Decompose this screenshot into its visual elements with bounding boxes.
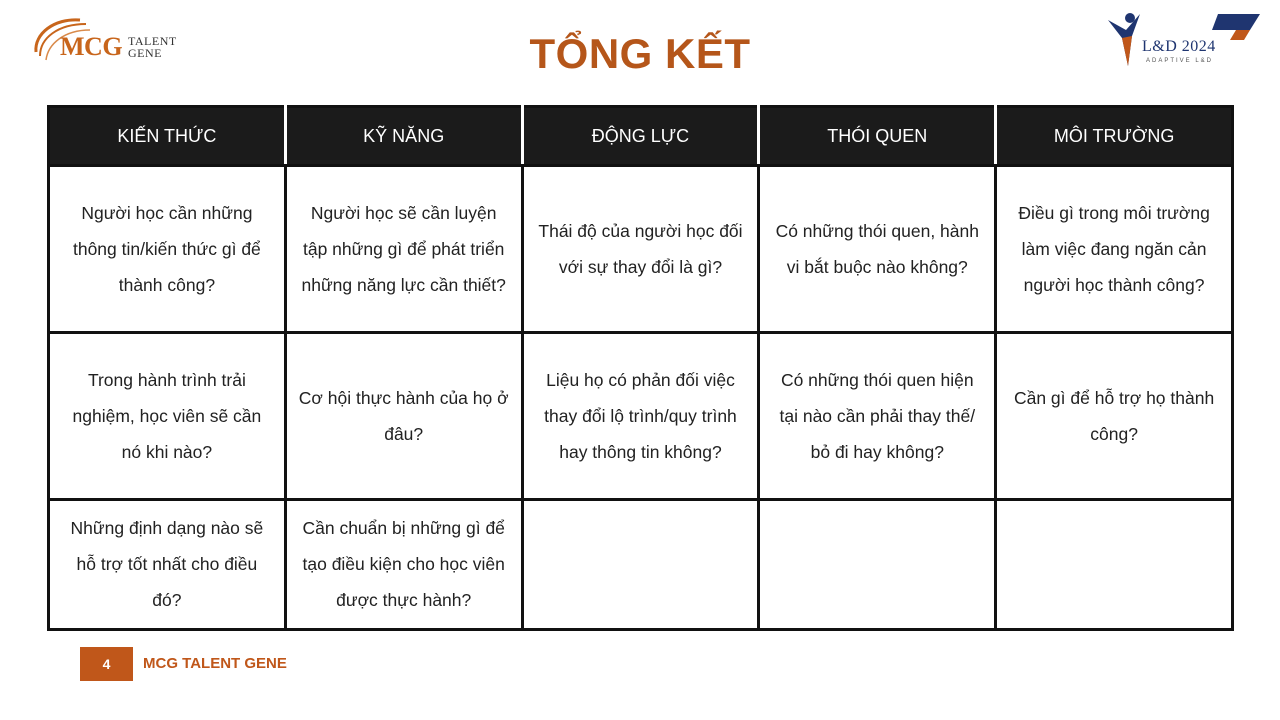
table-row (49, 166, 1233, 333)
table-cell: Thái độ của người học đối với sự thay đổi là gì? (522, 166, 759, 333)
table-cell: Cần gì để hỗ trợ họ thành công? (996, 332, 1233, 499)
logo-wordmark: MCG (60, 32, 123, 61)
header-moi-truong: MÔI TRƯỜNG (996, 107, 1233, 166)
header-kien-thuc: KIẾN THỨC (49, 107, 286, 166)
table-cell: Cơ hội thực hành của họ ở đâu? (285, 332, 522, 499)
table-cell: Liệu họ có phản đối việc thay đổi lộ trình/quy trình hay thông tin không? (522, 332, 759, 499)
page-title: TỔNG KẾT (529, 30, 751, 77)
table-cell: Trong hành trình trải nghiệm, học viên sẽ cần nó khi nào? (49, 332, 286, 499)
table-row (49, 499, 1233, 629)
table-cell (522, 499, 759, 629)
table-cell: Người học sẽ cần luyện tập những gì để phát triển những năng lực cần thiết? (285, 166, 522, 333)
ld-logo-sub-text: ADAPTIVE L&D (1146, 58, 1214, 64)
page-number-badge: 4 (80, 647, 133, 681)
summary-table (47, 105, 1234, 631)
table-row (49, 332, 1233, 499)
logo-gene-text: GENE (128, 46, 162, 60)
table-cell: Có những thói quen hiện tại nào cần phải thay thế/ bỏ đi hay không? (759, 332, 996, 499)
header-dong-luc: ĐỘNG LỰC (522, 107, 759, 166)
logo-talent-text: TALENT (128, 34, 177, 48)
header-ky-nang: KỸ NĂNG (285, 107, 522, 166)
table-cell: Những định dạng nào sẽ hỗ trợ tốt nhất cho điều đó? (49, 499, 286, 629)
ld-2024-logo (1100, 8, 1268, 72)
table-cell (996, 499, 1233, 629)
header-thoi-quen: THÓI QUEN (759, 107, 996, 166)
table-cell: Có những thói quen, hành vi bắt buộc nào không? (759, 166, 996, 333)
table-cell: Điều gì trong môi trường làm việc đang ngăn cản người học thành công? (996, 166, 1233, 333)
table-cell (759, 499, 996, 629)
ld-logo-main-text: L&D 2024 (1142, 38, 1216, 55)
table-cell: Người học cần những thông tin/kiến thức gì để thành công? (49, 166, 286, 333)
table-cell: Cần chuẩn bị những gì để tạo điều kiện cho học viên được thực hành? (285, 499, 522, 629)
table-header-row (49, 107, 1233, 166)
footer-brand: MCG TALENT GENE (143, 655, 287, 672)
